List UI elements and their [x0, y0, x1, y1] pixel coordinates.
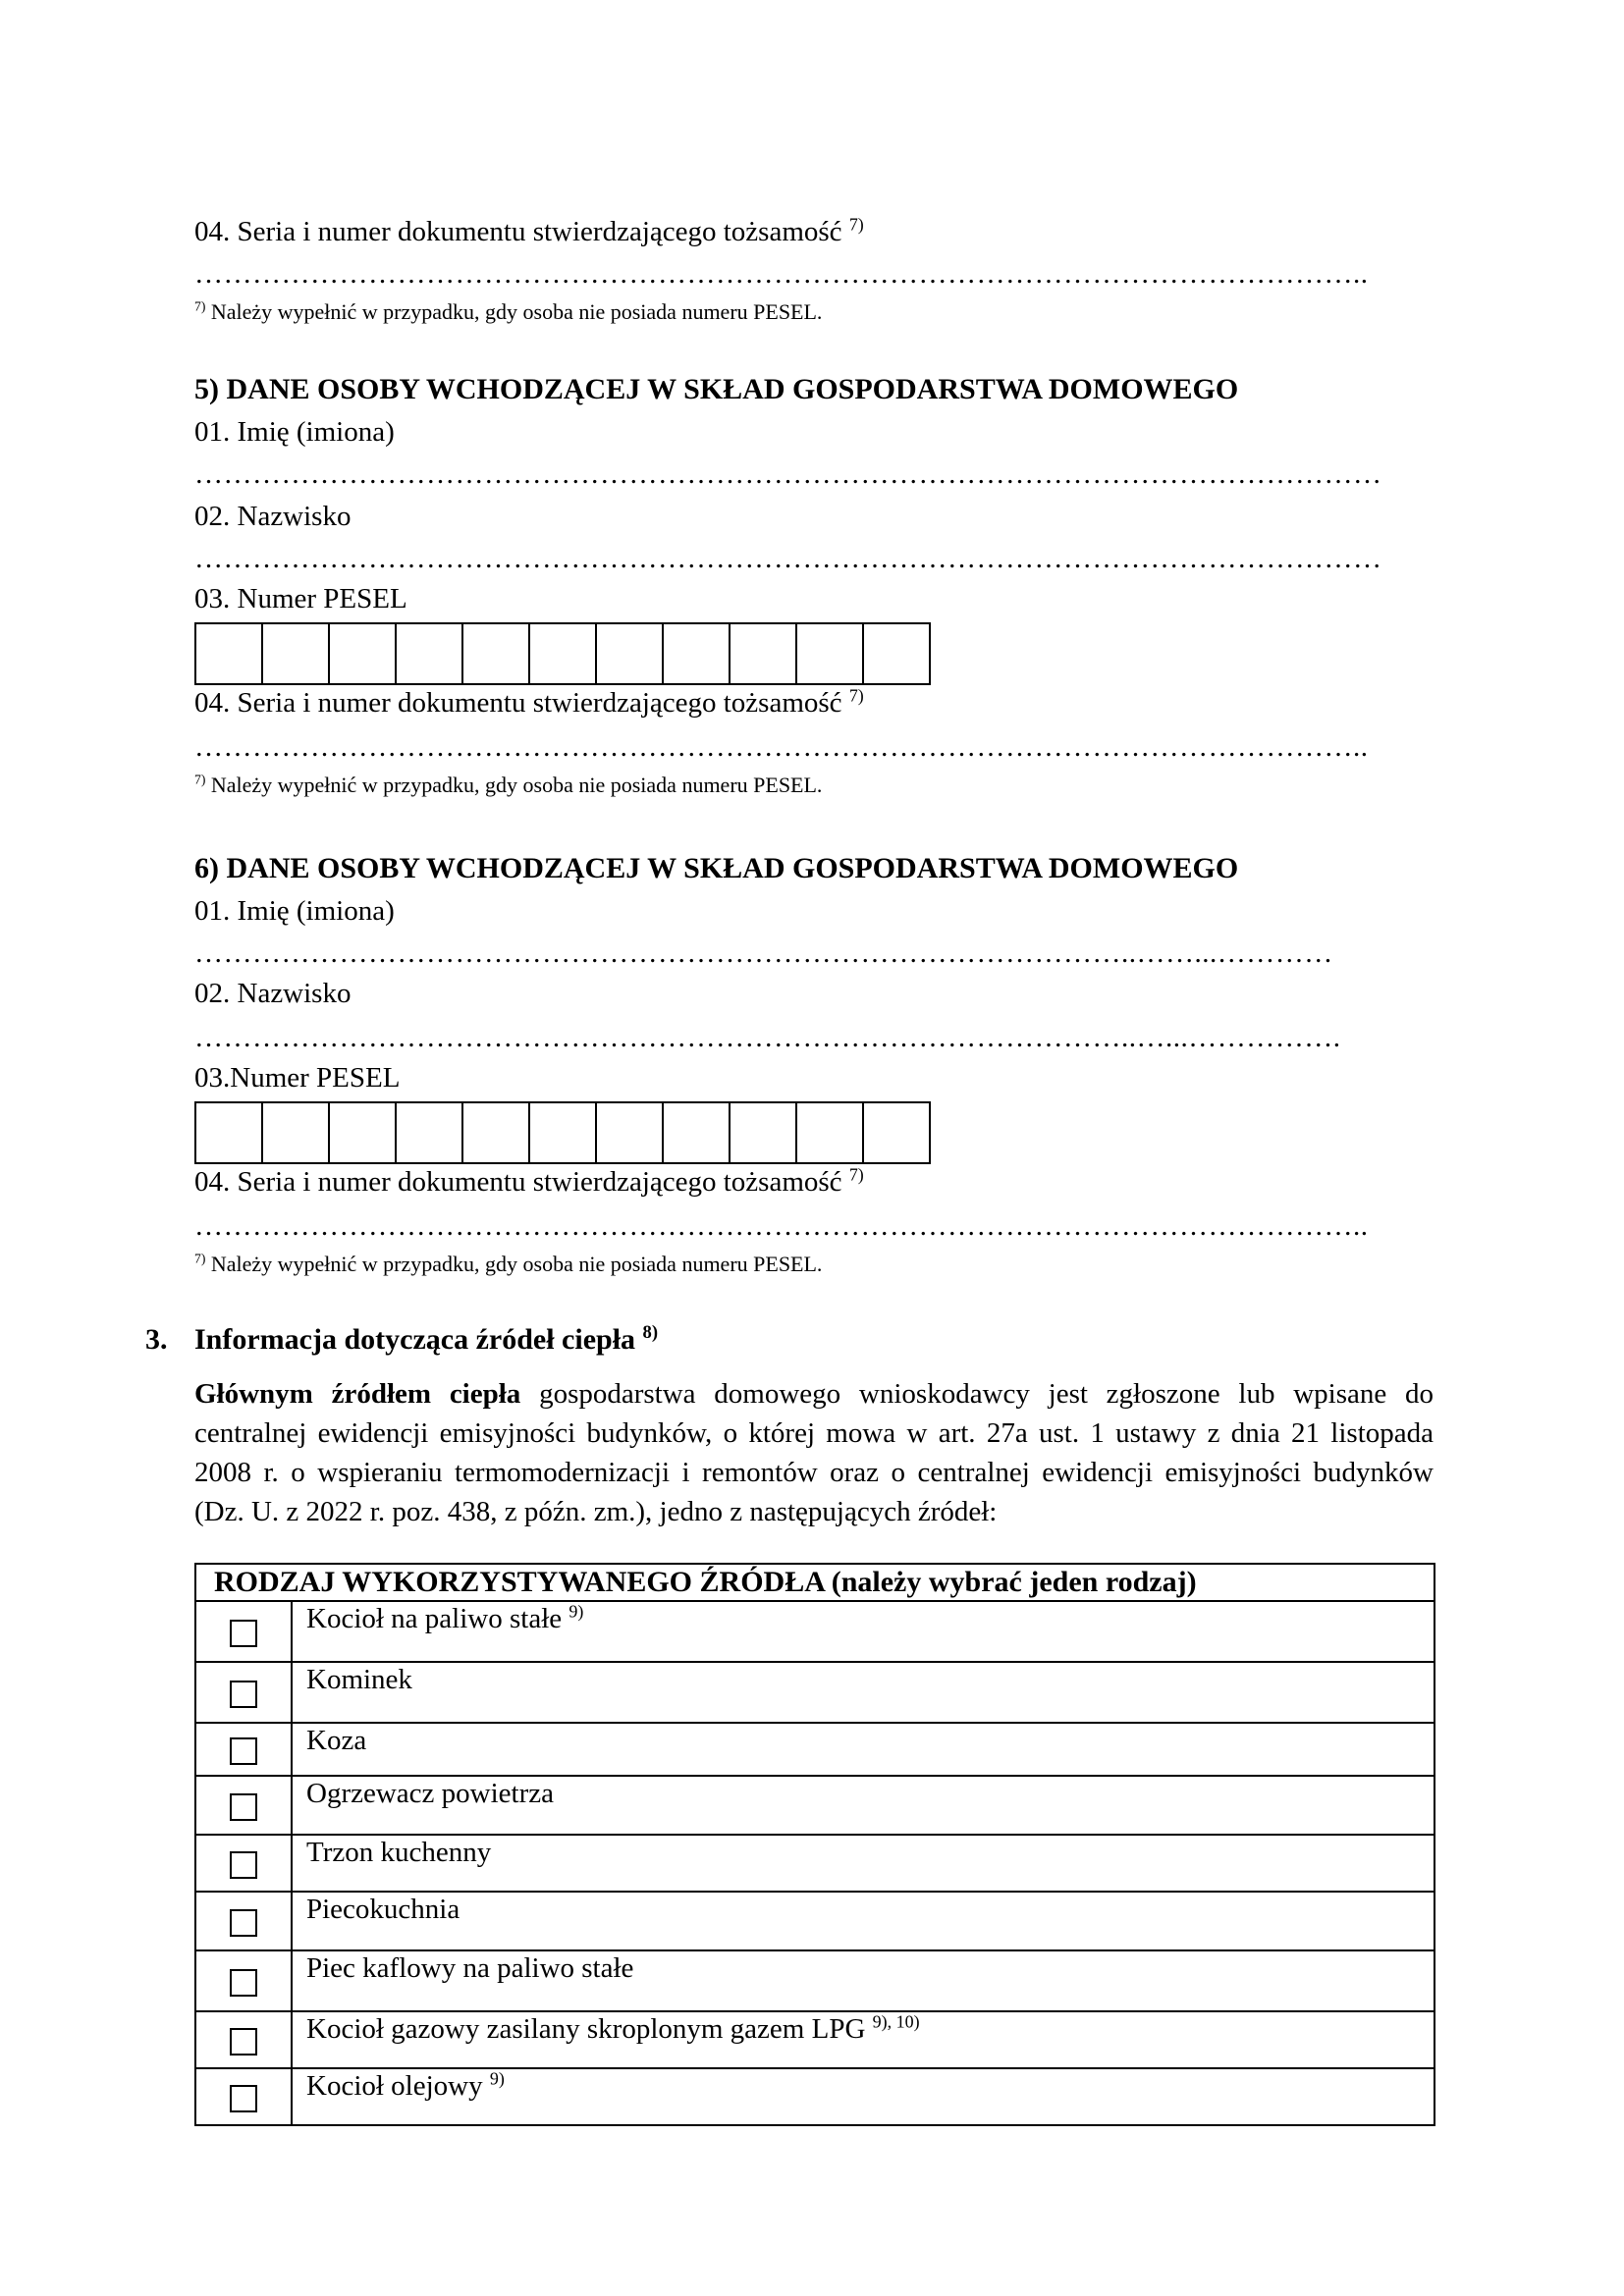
person6-name-field[interactable]: ……………………………………………………………………………………..……...…………: [194, 938, 1333, 968]
pesel-digit-box[interactable]: [797, 624, 864, 683]
row-label-text: Kocioł gazowy zasilany skroplonym gazem LPG: [306, 2013, 866, 2045]
checkbox-cell: [195, 1723, 292, 1776]
checkbox-cell: [195, 1892, 292, 1950]
person5-doc-footnote-ref: 7): [848, 685, 864, 706]
paragraph-bold-lead: Głównym źródłem ciepła: [194, 1378, 521, 1410]
pesel-digit-box[interactable]: [664, 624, 731, 683]
pesel-digit-box[interactable]: [463, 1103, 530, 1162]
person6-footnote: [194, 1251, 822, 1278]
checkbox[interactable]: [230, 2028, 257, 2056]
row-label: [292, 1950, 1435, 2011]
person6-doc-label: [194, 1164, 864, 1200]
top-doc-label: [194, 214, 864, 249]
paragraph-line-1: [194, 1374, 1434, 1414]
person5-pesel-boxes[interactable]: [194, 622, 931, 685]
checkbox[interactable]: [230, 1620, 257, 1647]
checkbox[interactable]: [230, 1969, 257, 1997]
pesel-digit-box[interactable]: [263, 1103, 330, 1162]
row-label: [292, 1601, 1435, 1662]
person5-pesel-label: 03. Numer PESEL: [194, 583, 407, 614]
table-row: [195, 1950, 1435, 2011]
row-label-text: Kocioł olejowy: [306, 2070, 483, 2102]
checkbox[interactable]: [230, 1793, 257, 1821]
person5-doc-label: [194, 685, 864, 721]
person6-surname-label: 02. Nazwisko: [194, 978, 352, 1009]
pesel-digit-box[interactable]: [196, 1103, 263, 1162]
top-doc-label-text: 04. Seria i numer dokumentu stwierdzającego tożsamość: [194, 216, 842, 247]
person5-footnote: [194, 772, 822, 799]
section3-title-text: Informacja dotycząca źródeł ciepła: [194, 1323, 636, 1356]
row-footnote-ref: 9): [489, 2068, 505, 2089]
checkbox[interactable]: [230, 1681, 257, 1708]
pesel-digit-box[interactable]: [731, 624, 797, 683]
pesel-digit-box[interactable]: [196, 624, 263, 683]
row-label-text: Kominek: [306, 1664, 412, 1695]
person6-heading: 6) DANE OSOBY WCHODZĄCEJ W SKŁAD GOSPODARSTWA DOMOWEGO: [194, 852, 1239, 884]
top-doc-field[interactable]: …………………………………………………………………………………………………………..: [194, 259, 1369, 289]
row-label: [292, 1835, 1435, 1892]
paragraph-line-1-rest: gospodarstwa domowego wnioskodawcy jest zgłoszone lub wpisane do: [520, 1378, 1434, 1410]
table-row: [195, 1892, 1435, 1950]
checkbox-cell: [195, 1835, 292, 1892]
checkbox-cell: [195, 1950, 292, 2011]
person6-pesel-label: 03.Numer PESEL: [194, 1062, 401, 1094]
table-row: [195, 1776, 1435, 1835]
pesel-digit-box[interactable]: [597, 624, 664, 683]
pesel-digit-box[interactable]: [664, 1103, 731, 1162]
table-row: [195, 1662, 1435, 1723]
pesel-digit-box[interactable]: [530, 1103, 597, 1162]
top-footnote-mark: 7): [194, 298, 206, 314]
person5-footnote-mark: 7): [194, 772, 206, 787]
row-footnote-ref: 9): [568, 1601, 584, 1622]
pesel-digit-box[interactable]: [463, 624, 530, 683]
person5-name-field[interactable]: ……………………………………………………………………………………………………………: [194, 459, 1382, 489]
table-header-row: [195, 1564, 1435, 1601]
row-label-text: Koza: [306, 1725, 367, 1756]
heat-source-table: [194, 1563, 1435, 2126]
top-doc-footnote-ref: 7): [848, 214, 864, 235]
pesel-digit-box[interactable]: [397, 1103, 463, 1162]
pesel-digit-box[interactable]: [397, 624, 463, 683]
checkbox[interactable]: [230, 1851, 257, 1879]
paragraph-line-4: (Dz. U. z 2022 r. poz. 438, z późn. zm.), jedno z następujących źródeł:: [194, 1496, 998, 1527]
checkbox[interactable]: [230, 1909, 257, 1937]
person5-footnote-text: Należy wypełnić w przypadku, gdy osoba nie posiada numeru PESEL.: [205, 773, 823, 797]
paragraph-line-2: centralnej ewidencji emisyjności budynków, o której mowa w art. 27a ust. 1 ustawy z dnia 21 listopada: [194, 1417, 1434, 1449]
table-header: RODZAJ WYKORZYSTYWANEGO ŹRÓDŁA (należy wybrać jeden rodzaj): [195, 1564, 1435, 1601]
pesel-digit-box[interactable]: [263, 624, 330, 683]
pesel-digit-box[interactable]: [330, 1103, 397, 1162]
person6-pesel-boxes[interactable]: [194, 1101, 931, 1164]
person6-surname-field[interactable]: ……………………………………………………………………………………..…...…………….: [194, 1023, 1341, 1052]
section3-title: [145, 1321, 658, 1359]
paragraph-line-3: 2008 r. o wspieraniu termomodernizacji i remontów oraz o centralnej ewidencji emisyjności budynków: [194, 1457, 1434, 1488]
row-label-text: Ogrzewacz powietrza: [306, 1778, 554, 1809]
person5-doc-label-text: 04. Seria i numer dokumentu stwierdzającego tożsamość: [194, 687, 842, 719]
person5-heading: 5) DANE OSOBY WCHODZĄCEJ W SKŁAD GOSPODARSTWA DOMOWEGO: [194, 373, 1239, 405]
top-footnote: [194, 298, 822, 326]
pesel-digit-box[interactable]: [597, 1103, 664, 1162]
pesel-digit-box[interactable]: [530, 624, 597, 683]
table-row: [195, 1601, 1435, 1662]
pesel-digit-box[interactable]: [864, 1103, 931, 1162]
checkbox[interactable]: [230, 2085, 257, 2112]
table-row: [195, 1723, 1435, 1776]
person6-doc-footnote-ref: 7): [848, 1164, 864, 1185]
person6-name-label: 01. Imię (imiona): [194, 895, 395, 927]
person6-doc-field[interactable]: …………………………………………………………………………………………………………..: [194, 1211, 1369, 1241]
checkbox-cell: [195, 1662, 292, 1723]
pesel-digit-box[interactable]: [731, 1103, 797, 1162]
row-label: [292, 1662, 1435, 1723]
table-row: [195, 2011, 1435, 2068]
person6-footnote-mark: 7): [194, 1251, 206, 1266]
checkbox-cell: [195, 1776, 292, 1835]
row-label-text: Trzon kuchenny: [306, 1837, 492, 1868]
top-footnote-text: Należy wypełnić w przypadku, gdy osoba nie posiada numeru PESEL.: [205, 299, 823, 324]
checkbox-cell: [195, 1601, 292, 1662]
row-label: [292, 1892, 1435, 1950]
person6-doc-label-text: 04. Seria i numer dokumentu stwierdzającego tożsamość: [194, 1166, 842, 1198]
row-label-text: Piecokuchnia: [306, 1894, 460, 1925]
person5-surname-field[interactable]: ……………………………………………………………………………………………………………: [194, 544, 1382, 573]
row-label: [292, 2068, 1435, 2125]
row-label: [292, 1723, 1435, 1776]
row-label-text: Kocioł na paliwo stałe: [306, 1603, 563, 1634]
checkbox-cell: [195, 2011, 292, 2068]
table-row: [195, 1835, 1435, 1892]
person5-surname-label: 02. Nazwisko: [194, 501, 352, 532]
person5-name-label: 01. Imię (imiona): [194, 416, 395, 448]
pesel-digit-box[interactable]: [797, 1103, 864, 1162]
table-row: [195, 2068, 1435, 2125]
row-label: [292, 1776, 1435, 1835]
section3-footnote-ref: 8): [642, 1322, 659, 1343]
section3-number: 3.: [145, 1323, 168, 1356]
section3-paragraph: [194, 1374, 1434, 1531]
checkbox-cell: [195, 2068, 292, 2125]
pesel-digit-box[interactable]: [864, 624, 931, 683]
row-label: [292, 2011, 1435, 2068]
row-footnote-ref: 9), 10): [872, 2011, 920, 2032]
person6-footnote-text: Należy wypełnić w przypadku, gdy osoba nie posiada numeru PESEL.: [205, 1252, 823, 1276]
checkbox[interactable]: [230, 1737, 257, 1765]
row-label-text: Piec kaflowy na paliwo stałe: [306, 1952, 634, 1984]
pesel-digit-box[interactable]: [330, 624, 397, 683]
person5-doc-field[interactable]: …………………………………………………………………………………………………………..: [194, 732, 1369, 762]
